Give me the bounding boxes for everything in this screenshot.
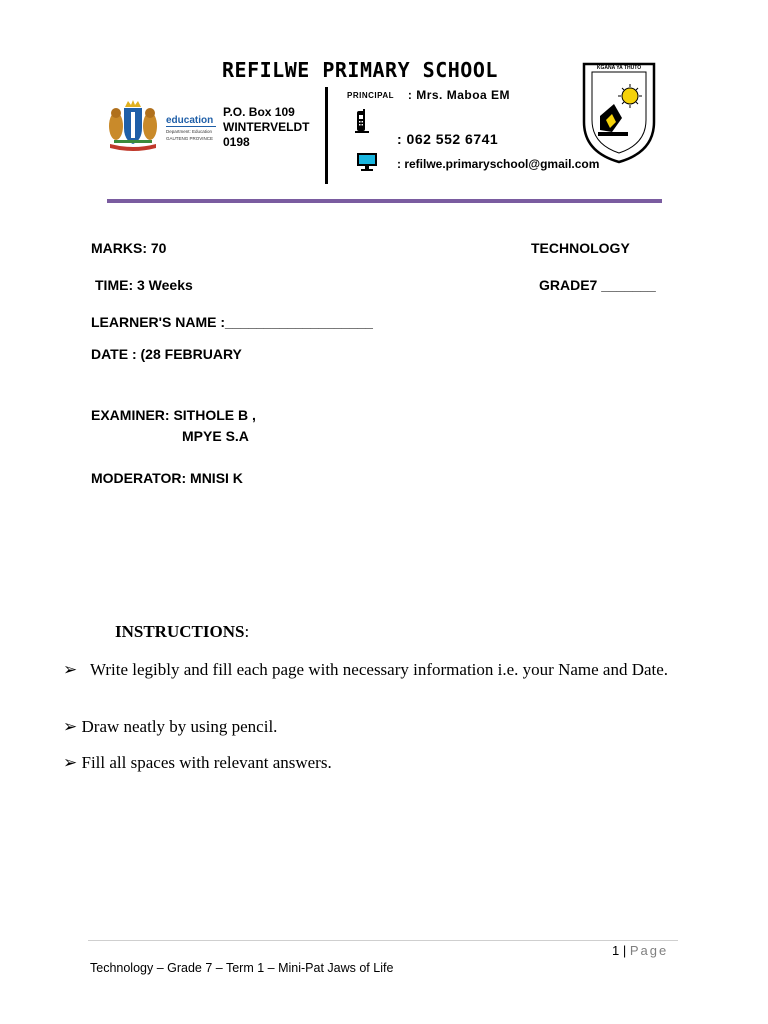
school-address xyxy=(223,105,309,150)
date: DATE : (28 FEBRUARY xyxy=(91,346,242,362)
footer-rule xyxy=(88,940,678,941)
phone-number: : 062 552 6741 xyxy=(397,131,499,147)
principal-label: PRINCIPAL xyxy=(347,91,395,100)
bullet-icon: ➢ xyxy=(63,717,78,736)
examiner: EXAMINER: SITHOLE B , xyxy=(91,407,256,423)
school-crest-icon xyxy=(578,60,660,165)
learner-name[interactable]: LEARNER'S NAME :___________________ xyxy=(91,314,373,330)
bullet-icon: ➢ xyxy=(63,660,78,679)
school-name: REFILWE PRIMARY SCHOOL xyxy=(222,58,498,82)
examiner-second: MPYE S.A xyxy=(182,428,249,444)
phone-icon xyxy=(354,109,370,140)
marks: MARKS: 70 xyxy=(91,240,167,256)
svg-text:KGANA YA THUTO: KGANA YA THUTO xyxy=(596,65,642,71)
address-line: WINTERVELDT xyxy=(223,120,310,134)
svg-text:GAUTENG PROVINCE: GAUTENG PROVINCE xyxy=(166,136,214,141)
address-line: 0198 xyxy=(223,135,250,149)
email-address: : refilwe.primaryschool@gmail.com xyxy=(397,157,600,171)
instruction-item: ➢ Fill all spaces with relevant answers. xyxy=(63,753,332,772)
principal-row xyxy=(347,88,510,102)
education-logo xyxy=(106,98,218,152)
svg-text:education: education xyxy=(166,115,214,126)
instructions-heading: INSTRUCTIONS: xyxy=(115,622,250,641)
subject: TECHNOLOGY xyxy=(531,240,630,256)
header-divider xyxy=(325,87,328,184)
principal-name: : Mrs. Maboa EM xyxy=(407,88,511,102)
computer-icon xyxy=(356,152,378,177)
footer-text: Technology – Grade 7 – Term 1 – Mini-Pat Jaws of Life xyxy=(90,961,394,975)
moderator: MODERATOR: MNISI K xyxy=(91,470,243,486)
school-crest xyxy=(578,60,660,170)
header-rule xyxy=(107,199,662,203)
address-line: P.O. Box 109 xyxy=(223,105,295,119)
instruction-item: ➢ Write legibly and fill each page with necessary information i.e. your Name and Date. xyxy=(63,660,669,679)
grade: GRADE7 _______ xyxy=(539,277,656,293)
page-number: 1 | Page xyxy=(612,943,669,958)
bullet-icon: ➢ xyxy=(63,753,78,772)
svg-text:Department: Education: Department: Education xyxy=(166,129,213,134)
instruction-item: ➢ Draw neatly by using pencil. xyxy=(63,717,278,736)
coat-of-arms-icon xyxy=(106,98,218,152)
time: TIME: 3 Weeks xyxy=(95,277,193,293)
